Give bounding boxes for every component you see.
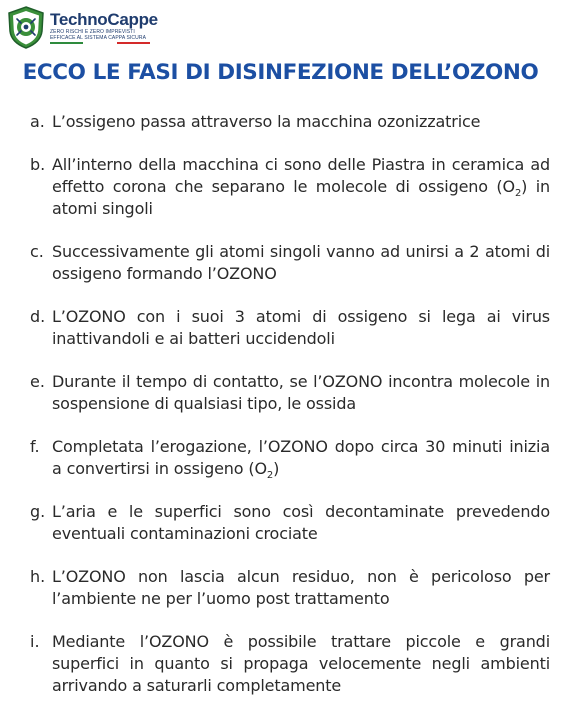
subscript: 2 bbox=[514, 188, 522, 200]
step-g bbox=[30, 501, 550, 545]
step-d bbox=[30, 306, 550, 350]
step-a bbox=[30, 111, 550, 133]
step-text: L’OZONO non lascia alcun residuo, non è pericoloso per l’ambiente ne per l’uomo post trattamento bbox=[52, 567, 550, 608]
brand-name: TechnoCappe bbox=[50, 9, 158, 29]
step-letter: b. bbox=[30, 155, 46, 174]
step-letter: h. bbox=[30, 567, 46, 586]
step-text: Durante il tempo di contatto, se l’OZONO incontra molecole in sospensione di qualsiasi tipo, le ossida bbox=[52, 372, 550, 413]
tricolor-stripe bbox=[50, 42, 150, 44]
step-letter: e. bbox=[30, 372, 45, 391]
step-e bbox=[30, 371, 550, 415]
step-text: Successivamente gli atomi singoli vanno ad unirsi a 2 atomi di ossigeno formando l’OZONO bbox=[52, 242, 550, 283]
step-i bbox=[30, 631, 550, 697]
step-letter: g. bbox=[30, 502, 46, 521]
subscript: 2 bbox=[266, 470, 274, 482]
step-text: L’ossigeno passa attraverso la macchina ozonizzatrice bbox=[52, 112, 481, 131]
step-letter: c. bbox=[30, 242, 44, 261]
step-letter: i. bbox=[30, 632, 40, 651]
step-text: Mediante l’OZONO è possibile trattare piccole e grandi superfici in quanto si propaga velocemente negli ambienti arrivando a saturarli completamente bbox=[52, 632, 550, 695]
disinfection-steps-list bbox=[30, 111, 550, 718]
page-title: ECCO LE FASI DI DISINFEZIONE DELL’OZONO bbox=[22, 60, 539, 85]
step-b bbox=[30, 154, 550, 220]
step-c bbox=[30, 241, 550, 285]
step-letter: d. bbox=[30, 307, 46, 326]
step-letter: a. bbox=[30, 112, 45, 131]
step-text: L’aria e le superfici sono così decontaminate prevedendo eventuali contaminazioni crociate bbox=[52, 502, 550, 543]
step-letter: f. bbox=[30, 437, 40, 456]
step-h bbox=[30, 566, 550, 610]
step-text: All’interno della macchina ci sono delle Piastra in ceramica ad effetto corona che separano le molecole di ossigeno $(O_2)$ in atomi singoli bbox=[52, 155, 550, 218]
step-f bbox=[30, 436, 550, 480]
brand-tagline-1: ZERO RISCHI E ZERO IMPREVISTI bbox=[50, 28, 135, 35]
brand-tagline-2: EFFICACE AL SISTEMA CAPPA SICURA bbox=[50, 34, 147, 41]
brand-logo bbox=[6, 5, 158, 49]
shield-emblem-icon bbox=[6, 5, 46, 49]
brand-text bbox=[50, 11, 158, 44]
step-text: L’OZONO con i suoi 3 atomi di ossigeno si lega ai virus inattivandoli e ai batteri uccidendoli bbox=[52, 307, 550, 348]
step-text: Completata l’erogazione, l’OZONO dopo circa 30 minuti inizia a convertirsi in ossigeno $(O_2)$ bbox=[52, 437, 550, 482]
